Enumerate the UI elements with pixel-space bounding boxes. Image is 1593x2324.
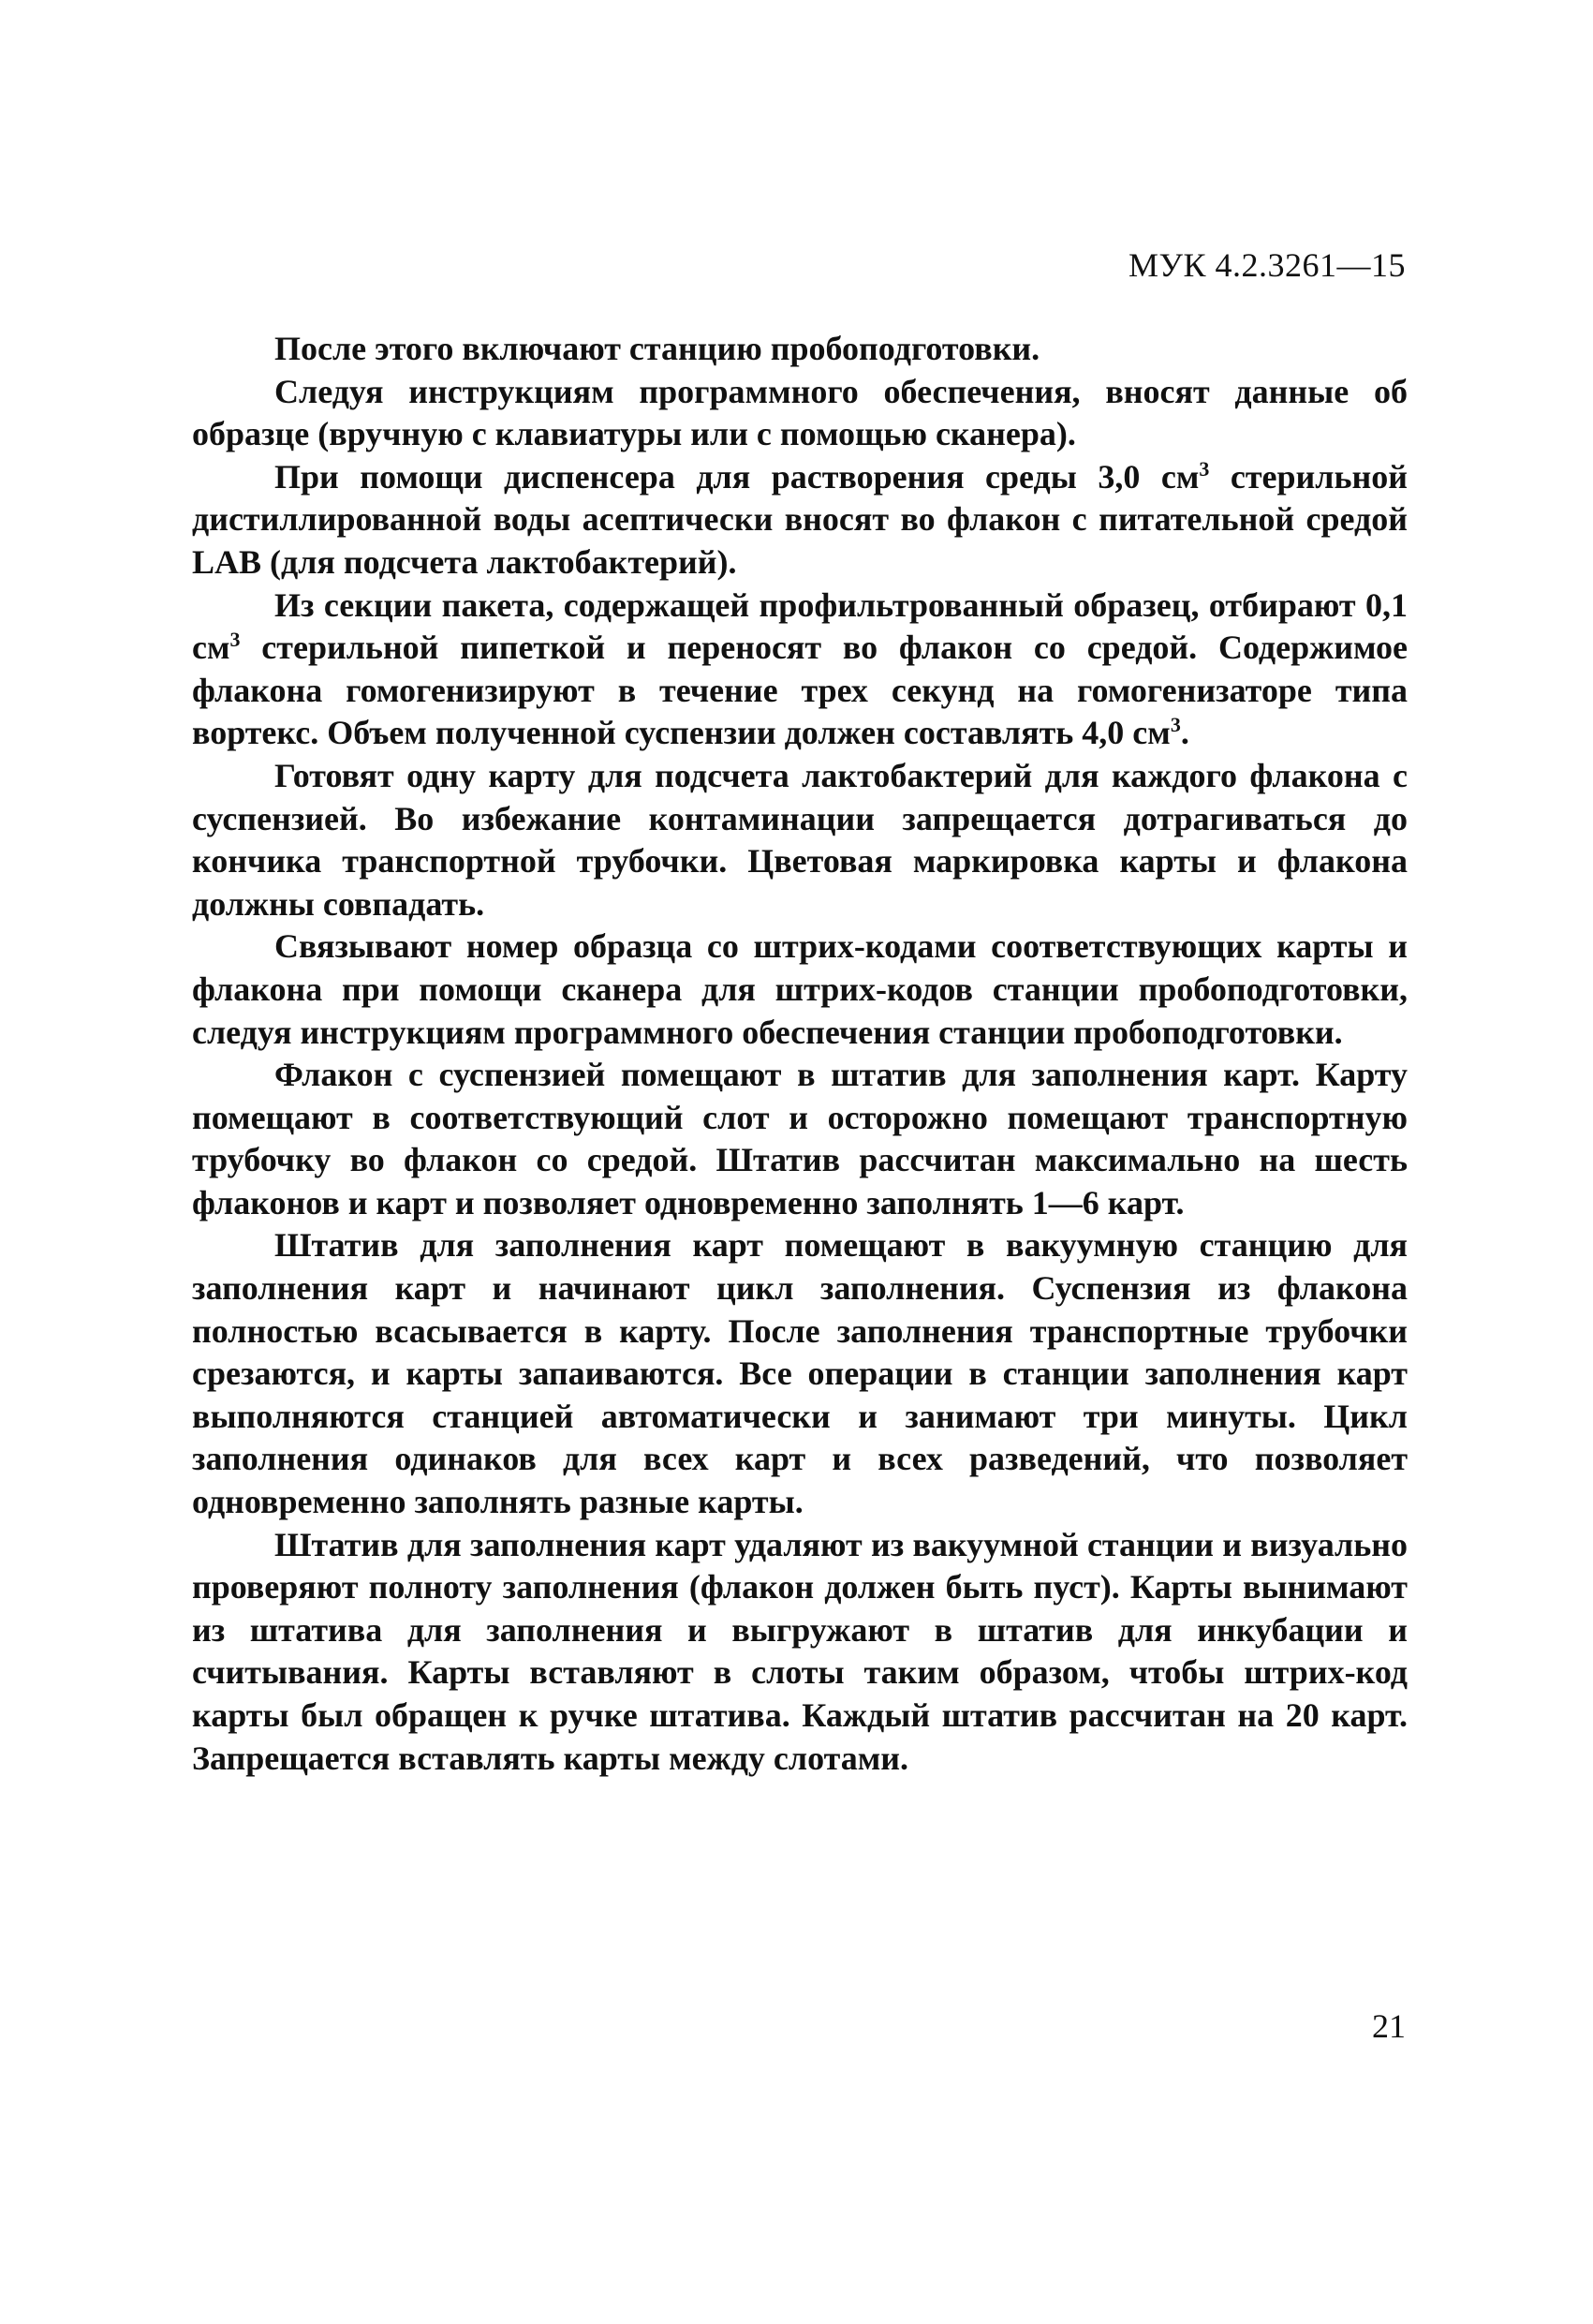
paragraph: Следуя инструкциям программного обеспечения, вносят данные об образце (вручную с клавиатуры или с помощью сканера). (192, 372, 1408, 453)
paragraph: Связывают номер образца со штрих-кодами соответствующих карты и флакона при помощи сканера для штрих-кодов станции пробоподготовки, следуя инструкциям программного обеспечения станции пробоподготовки. (192, 927, 1408, 1051)
page-number: 21 (1372, 2007, 1406, 2045)
paragraph: Из секции пакета, содержащей профильтрованный образец, отбирают 0,1 $см^3$ стерильной пипеткой и переносят во флакон со средой. Содержимое флакона гомогенизируют в течение трех секунд на гомогенизаторе типа вортекс. Объем полученной суспензии должен составлять 4,0 $см^3$. (192, 585, 1408, 752)
superscript-three: 3 (1199, 456, 1210, 481)
paragraph: При помощи диспенсера для растворения среды 3,0 $см^3$ стерильной дистиллированной воды асептически вносят во флакон с питательной средой LAB (для подсчета лактобактерий). (192, 456, 1408, 581)
document-body (192, 328, 1408, 1780)
paragraph: Штатив для заполнения карт помещают в вакуумную станцию для заполнения карт и начинают цикл заполнения. Суспензия из флакона полностью всасывается в карту. После заполнения транспортные трубочки срезаются, и карты запаиваются. Все операции в станции заполнения карт выполняются станцией автоматически и занимают три минуты. Цикл заполнения одинаков для всех карт и всех разведений, что позволяет одновременно заполнять разные карты. (192, 1226, 1408, 1521)
paragraph: Штатив для заполнения карт удаляют из вакуумной станции и визуально проверяют полноту заполнения (флакон должен быть пуст). Карты вынимают из штатива для заполнения и выгружают в штатив для инкубации и считывания. Карты вставляют в слоты таким образом, чтобы штрих-код карты был обращен к ручке штатива. Каждый штатив рассчитан на 20 карт. Запрещается вставлять карты между слотами. (192, 1525, 1408, 1777)
superscript-three: 3 (1170, 713, 1181, 737)
document-code: МУК 4.2.3261—15 (1128, 246, 1406, 284)
paragraph: Флакон с суспензией помещают в штатив для заполнения карт. Карту помещают в соответствующий слот и осторожно помещают транспортную трубочку во флакон со средой. Штатив рассчитан максимально на шесть флаконов и карт и позволяет одновременно заполнять 1—6 карт. (192, 1056, 1408, 1221)
paragraph: После этого включают станцию пробоподготовки. (274, 330, 1040, 367)
superscript-three: 3 (229, 628, 241, 652)
paragraph: Готовят одну карту для подсчета лактобактерий для каждого флакона с суспензией. Во избежание контаминации запрещается дотрагиваться до кончика транспортной трубочки. Цветовая маркировка карты и флакона должны совпадать. (192, 756, 1408, 923)
